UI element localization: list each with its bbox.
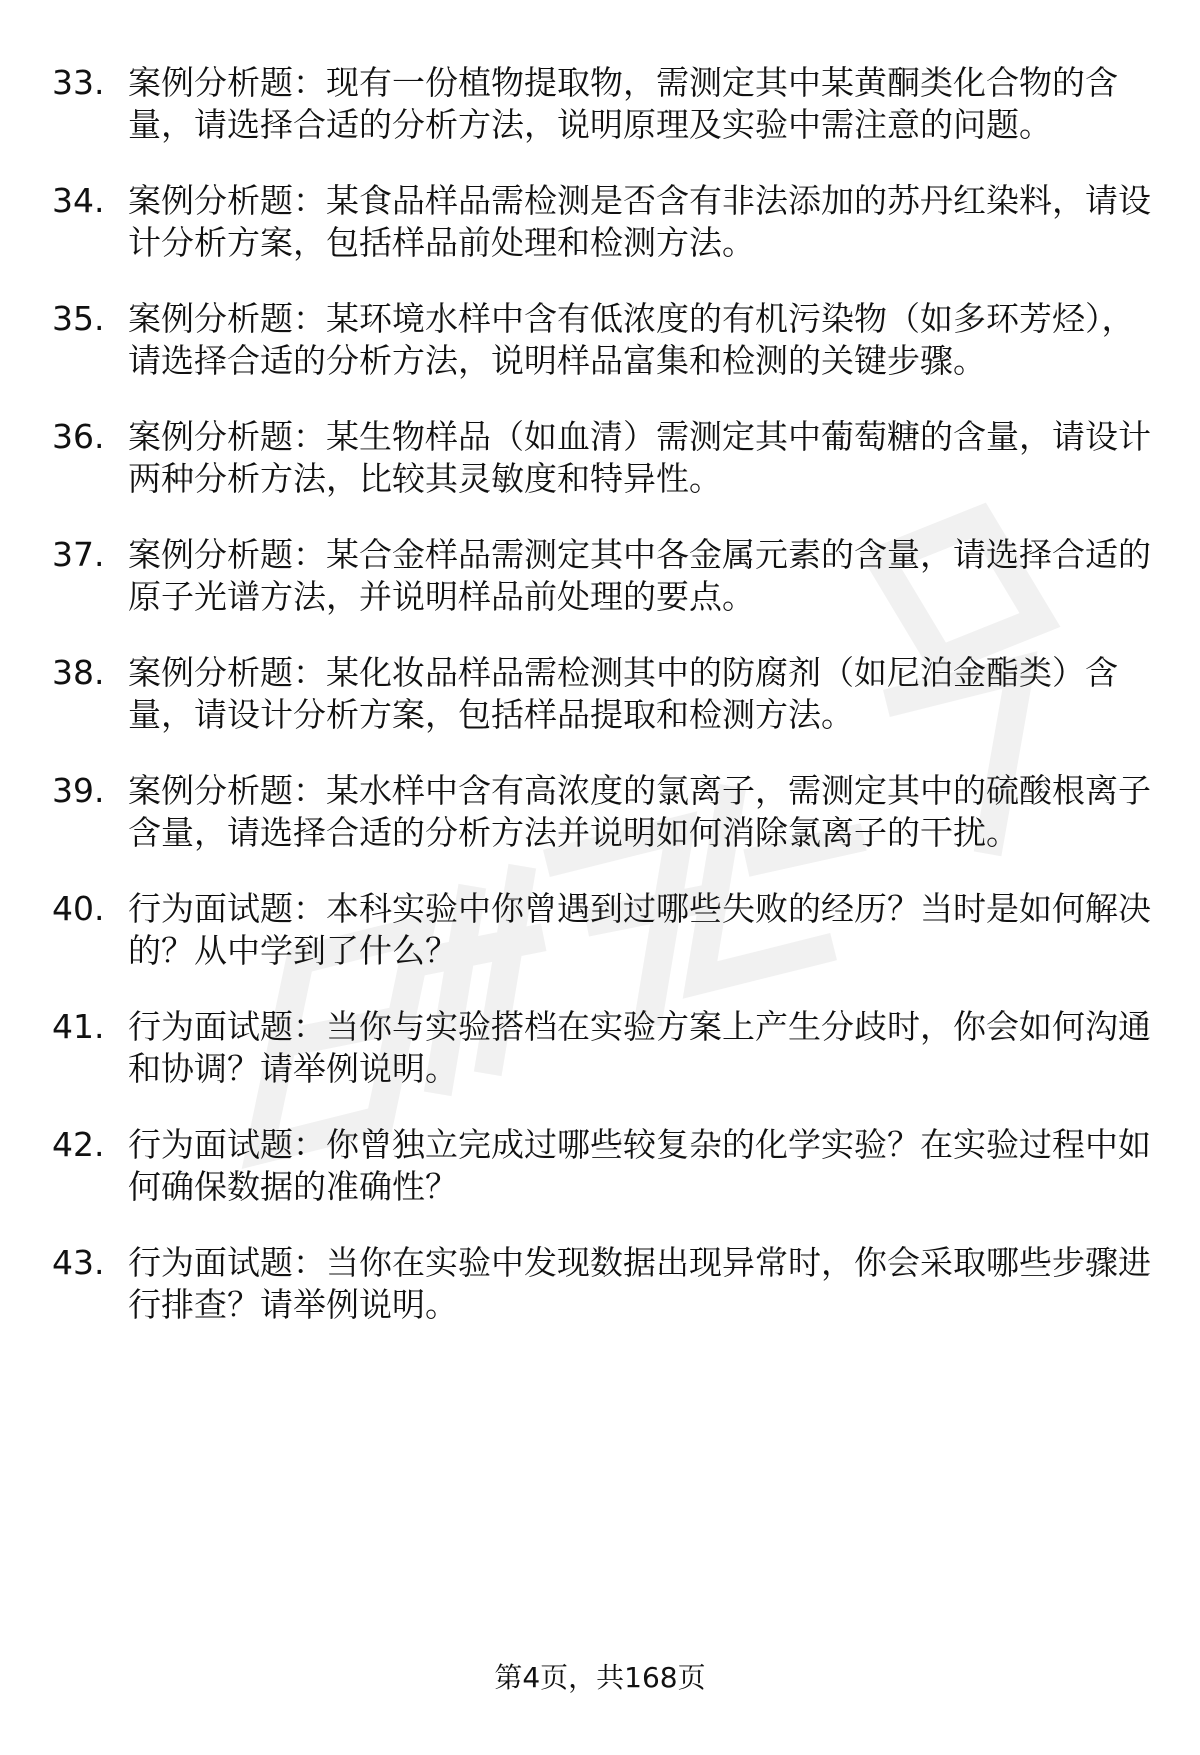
question-item (52, 652, 1162, 736)
question-number: 43. (52, 1243, 105, 1282)
question-text: 行为面试题：当你在实验中发现数据出现异常时，你会采取哪些步骤进行排查？请举例说明。 (128, 1243, 1151, 1324)
question-number: 39. (52, 771, 105, 810)
question-number: 36. (52, 417, 105, 456)
question-text: 案例分析题：某化妆品样品需检测其中的防腐剂（如尼泊金酯类）含量，请设计分析方案，包括样品提取和检测方法。 (128, 653, 1118, 734)
question-item (52, 62, 1162, 146)
page-footer: 第4页，共168页 (494, 1661, 706, 1694)
question-text: 行为面试题：你曾独立完成过哪些较复杂的化学实验？在实验过程中如何确保数据的准确性？ (128, 1125, 1151, 1206)
question-text: 案例分析题：某合金样品需测定其中各金属元素的含量，请选择合适的原子光谱方法，并说明样品前处理的要点。 (128, 535, 1151, 616)
question-item (52, 534, 1162, 618)
question-number: 42. (52, 1125, 105, 1164)
question-number: 41. (52, 1007, 105, 1046)
question-item (52, 416, 1162, 500)
question-number: 33. (52, 63, 105, 102)
question-item (52, 1242, 1162, 1326)
question-text: 行为面试题：当你与实验搭档在实验方案上产生分歧时，你会如何沟通和协调？请举例说明。 (128, 1007, 1151, 1088)
question-number: 34. (52, 181, 105, 220)
question-item (52, 298, 1162, 382)
question-list (52, 62, 1162, 1360)
question-number: 37. (52, 535, 105, 574)
question-item (52, 1006, 1162, 1090)
question-item (52, 180, 1162, 264)
question-item (52, 888, 1162, 972)
question-number: 38. (52, 653, 105, 692)
question-item (52, 1124, 1162, 1208)
question-number: 35. (52, 299, 105, 338)
question-text: 案例分析题：某生物样品（如血清）需测定其中葡萄糖的含量，请设计两种分析方法，比较其灵敏度和特异性。 (128, 417, 1151, 498)
question-text: 案例分析题：某水样中含有高浓度的氯离子，需测定其中的硫酸根离子含量，请选择合适的分析方法并说明如何消除氯离子的干扰。 (128, 771, 1151, 852)
question-text: 案例分析题：现有一份植物提取物，需测定其中某黄酮类化合物的含量，请选择合适的分析方法，说明原理及实验中需注意的问题。 (128, 63, 1118, 144)
question-text: 案例分析题：某环境水样中含有低浓度的有机污染物（如多环芳烃），请选择合适的分析方法，说明样品富集和检测的关键步骤。 (128, 299, 1135, 380)
question-number: 40. (52, 889, 105, 928)
question-item (52, 770, 1162, 854)
question-text: 案例分析题：某食品样品需检测是否含有非法添加的苏丹红染料，请设计分析方案，包括样品前处理和检测方法。 (128, 181, 1151, 262)
question-text: 行为面试题：本科实验中你曾遇到过哪些失败的经历？当时是如何解决的？从中学到了什么？ (128, 889, 1151, 970)
